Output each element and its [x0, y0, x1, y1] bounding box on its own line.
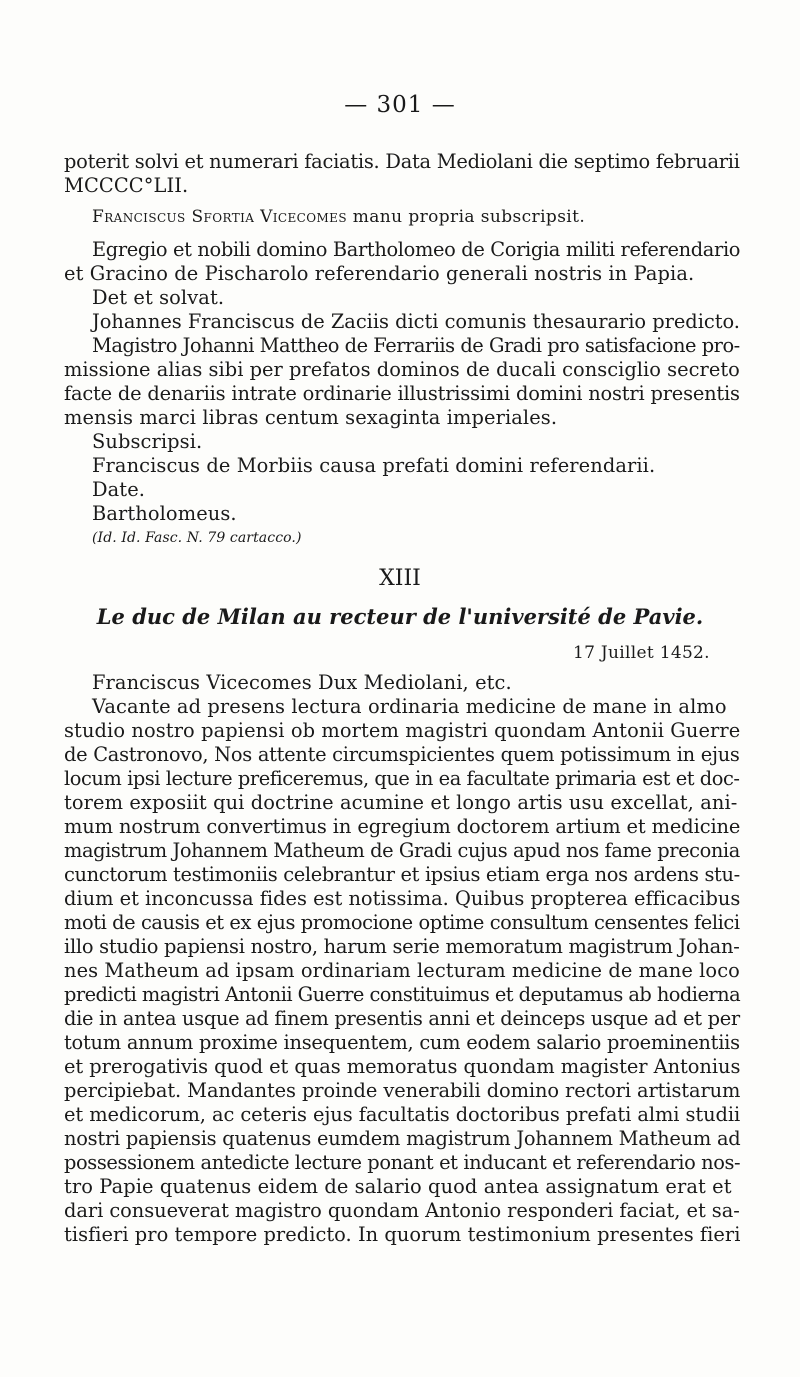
signature-line: [92, 205, 585, 229]
text-line: dium et inconcussa fides est notissima. Quibus propterea efficacibus: [64, 887, 741, 910]
text-line: totum annum proxime insequentem, cum eodem salario proeminentiis: [64, 1031, 740, 1054]
text-line: Magistro Johanni Mattheo de Ferrariis de Gradi pro satisfacione pro-: [92, 334, 740, 357]
text-line: Vacante ad presens lectura ordinaria medicine de mane in almo: [92, 695, 727, 718]
text-line: percipiebat. Mandantes proinde venerabili domino rectori artistarum: [64, 1079, 741, 1102]
text-line: facte de denariis intrate ordinarie illustrissimi domini nostri presentis: [64, 382, 740, 405]
text-line: et prerogativis quod et quas memoratus quondam magister Antonius: [64, 1055, 741, 1078]
archive-note: (Id. Id. Fasc. N. 79 cartacco.): [92, 530, 302, 546]
signature-text: manu propria subscripsit.: [346, 207, 586, 227]
signature-name: Franciscus Sfortia Vicecomes: [92, 207, 347, 227]
text-line: illo studio papiensi nostro, harum serie memoratum magistrum Johan-: [64, 935, 740, 958]
text-line: Bartholomeus.: [92, 502, 237, 525]
text-line: poterit solvi et numerari faciatis. Data Mediolani die septimo februarii: [64, 150, 740, 173]
text-line: Date.: [92, 478, 146, 501]
text-line: Franciscus Vicecomes Dux Mediolani, etc.: [92, 671, 512, 694]
document-date: 17 Juillet 1452.: [573, 643, 710, 663]
text-line: Franciscus de Morbiis causa prefati domini referendarii.: [92, 454, 656, 477]
text-line: de Castronovo, Nos attente circumspicientes quem potissimum in ejus: [64, 743, 740, 766]
text-line: missione alias sibi per prefatos dominos de ducali consciglio secreto: [64, 358, 740, 381]
text-line: moti de causis et ex ejus promocione optime consultum censentes felici: [64, 911, 740, 934]
text-line: nostri papiensis quatenus eumdem magistrum Johannem Matheum ad: [64, 1127, 741, 1150]
section-number: XIII: [379, 566, 421, 591]
text-line: predicti magistri Antonii Guerre constituimus et deputamus ab hodierna: [64, 983, 741, 1006]
text-line: possessionem antedicte lecture ponant et inducant et referendario nos-: [64, 1151, 741, 1174]
text-line: die in antea usque ad finem presentis anni et deinceps usque ad et per: [64, 1007, 740, 1030]
text-line: magistrum Johannem Matheum de Gradi cujus apud nos fame preconia: [64, 839, 740, 862]
text-line: torem exposiit qui doctrine acumine et longo artis usu excellat, ani-: [64, 791, 738, 814]
text-line: Johannes Franciscus de Zaciis dicti comunis thesaurario predicto.: [92, 310, 740, 333]
text-line: mensis marci libras centum sexaginta imperiales.: [64, 406, 558, 429]
text-line: nes Matheum ad ipsam ordinariam lecturam medicine de mane loco: [64, 959, 740, 982]
text-line: mum nostrum convertimus in egregium doctorem artium et medicine: [64, 815, 741, 838]
text-line: et Gracino de Pischarolo referendario generali nostris in Papia.: [64, 262, 695, 285]
text-line: tisfieri pro tempore predicto. In quorum testimonium presentes fieri: [64, 1223, 741, 1246]
text-line: MCCCC°LII.: [64, 174, 189, 197]
page-number: — 301 —: [344, 92, 456, 118]
text-line: studio nostro papiensi ob mortem magistri quondam Antonii Guerre: [64, 719, 741, 742]
text-line: et medicorum, ac ceteris ejus facultatis doctoribus prefati almi studii: [64, 1103, 741, 1126]
text-line: dari consueverat magistro quondam Antonio responderi faciat, et sa-: [64, 1199, 740, 1222]
text-line: locum ipsi lecture preficeremus, que in ea facultate primaria est et doc-: [64, 767, 740, 790]
text-line: cunctorum testimoniis celebrantur et ipsius etiam erga nos ardens stu-: [64, 863, 740, 886]
section-title: Le duc de Milan au recteur de l'université de Pavie.: [96, 604, 704, 629]
text-line: Egregio et nobili domino Bartholomeo de Corigia militi referendario: [92, 238, 741, 261]
text-line: Subscripsi.: [92, 430, 203, 453]
text-line: tro Papie quatenus eidem de salario quod antea assignatum erat et: [64, 1175, 732, 1198]
text-line: Det et solvat.: [92, 286, 225, 309]
